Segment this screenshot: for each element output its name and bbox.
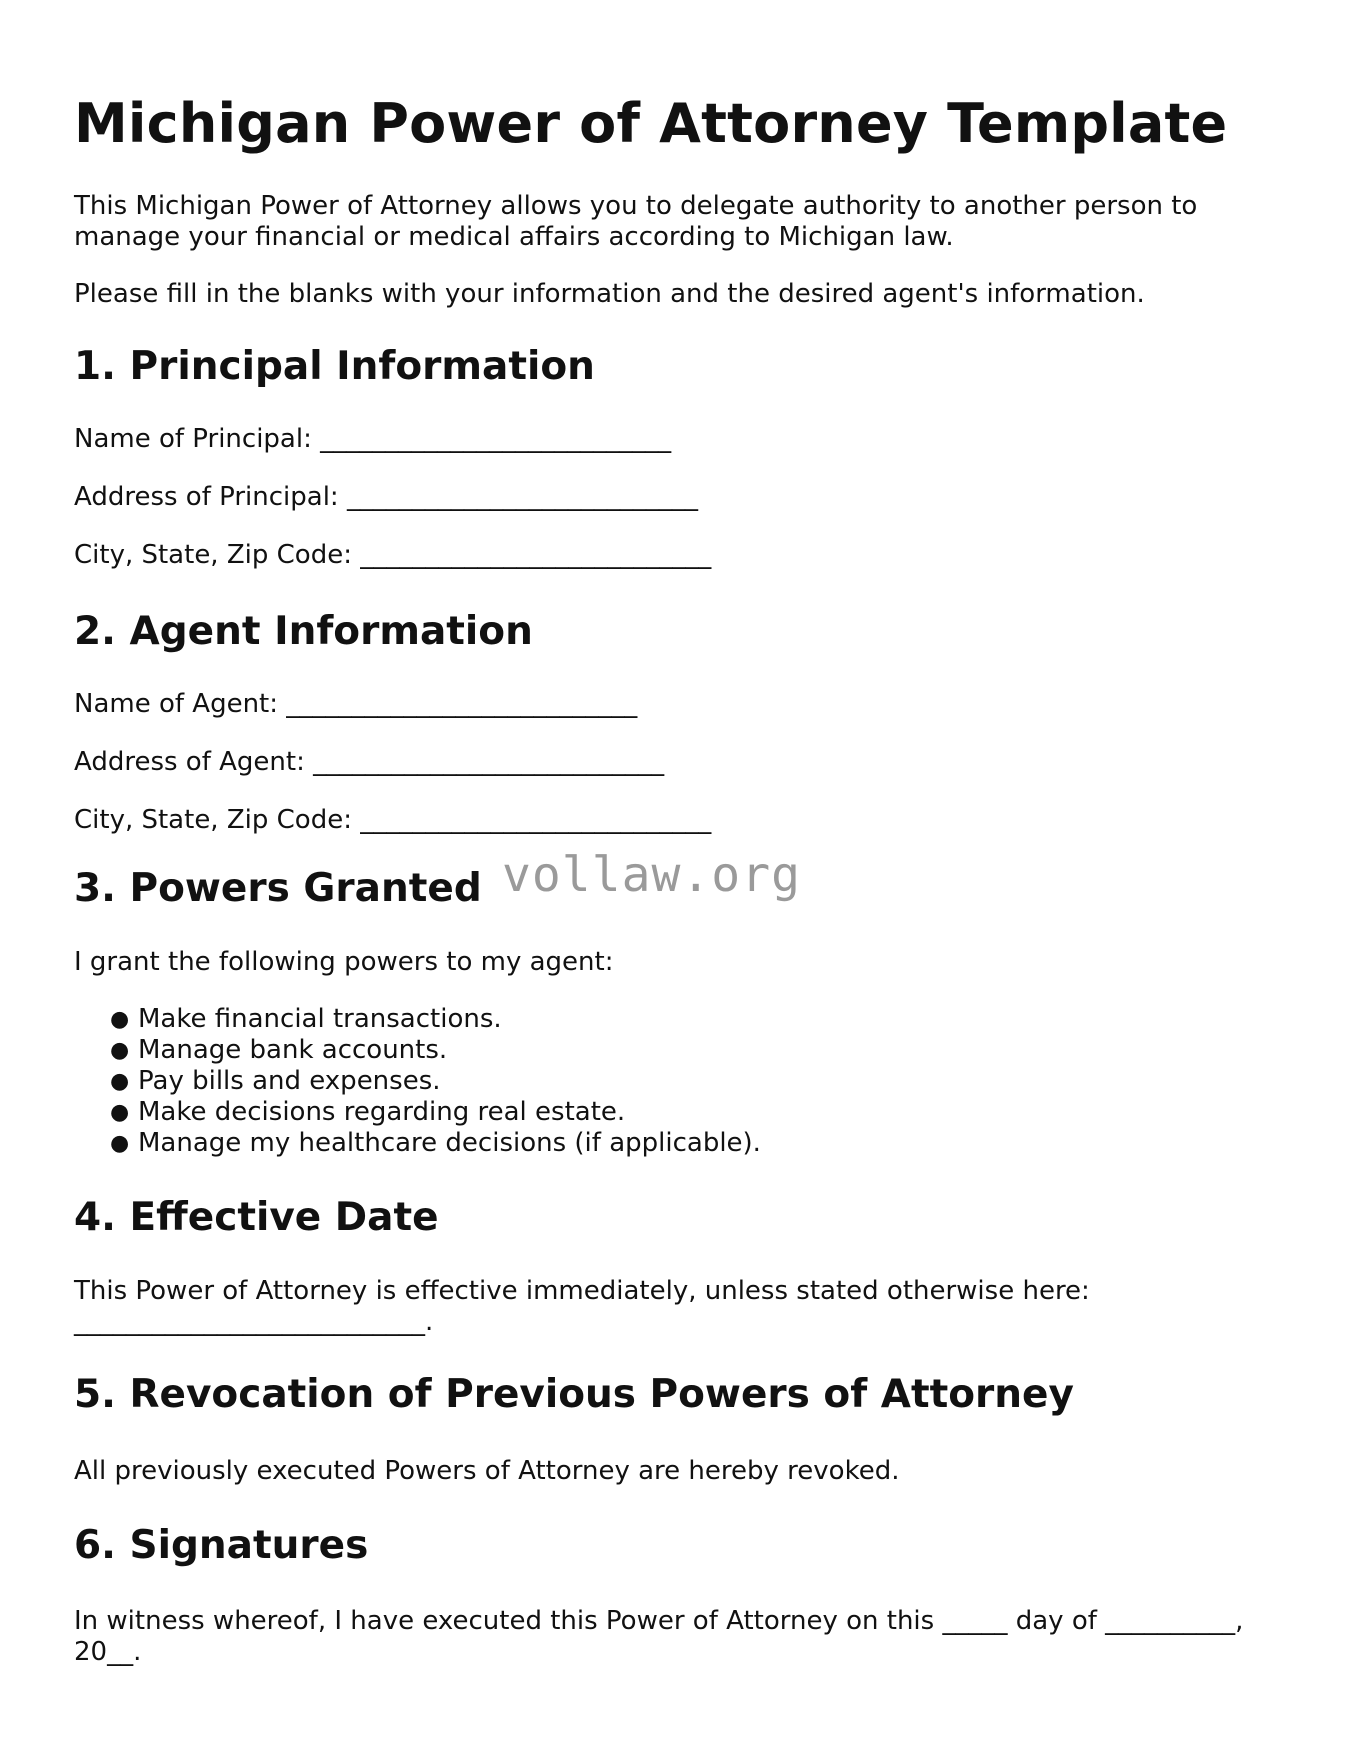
effective-date-text: This Power of Attorney is effective immediately, unless stated otherwise here: ___________________________. <box>74 1276 1090 1337</box>
document-title: Michigan Power of Attorney Template <box>74 92 1228 155</box>
bullet-icon: ● <box>110 1131 130 1156</box>
section-heading-powers: 3. Powers Granted <box>74 866 482 911</box>
revocation-text: All previously executed Powers of Attorney are hereby revoked. <box>74 1456 900 1486</box>
powers-list <box>74 1004 1274 1159</box>
section-heading-revocation: 5. Revocation of Previous Powers of Attorney <box>74 1372 1074 1417</box>
signature-text: In witness whereof, I have executed this Power of Attorney on this _____ day of __________, 20__. <box>74 1606 1244 1667</box>
list-item: ● Manage my healthcare decisions (if applicable). <box>110 1128 761 1158</box>
agent-city-field: City, State, Zip Code: ___________________________ <box>74 805 712 835</box>
agent-name-field: Name of Agent: ___________________________ <box>74 689 638 719</box>
effective-date-blank: ___________________________. <box>74 1307 434 1337</box>
section-heading-principal: 1. Principal Information <box>74 344 595 389</box>
principal-address-field: Address of Principal: ___________________________ <box>74 482 698 512</box>
list-item: ● Manage bank accounts. <box>110 1035 448 1065</box>
principal-city-field: City, State, Zip Code: ___________________________ <box>74 540 712 570</box>
agent-address-field: Address of Agent: ___________________________ <box>74 747 665 777</box>
section-heading-effective-date: 4. Effective Date <box>74 1195 439 1240</box>
instructions-paragraph: Please fill in the blanks with your information and the desired agent's information. <box>74 279 1145 309</box>
watermark: vollaw.org <box>502 847 801 903</box>
document-page <box>74 0 1274 1668</box>
bullet-icon: ● <box>110 1038 130 1063</box>
list-item: ● Pay bills and expenses. <box>110 1066 441 1096</box>
intro-paragraph <box>74 191 1274 253</box>
intro-line-1: This Michigan Power of Attorney allows you to delegate authority to another person to <box>74 191 1198 221</box>
powers-intro: I grant the following powers to my agent: <box>74 947 614 977</box>
list-item: ● Make financial transactions. <box>110 1004 502 1034</box>
bullet-icon: ● <box>110 1069 130 1094</box>
list-item: ● Make decisions regarding real estate. <box>110 1097 626 1127</box>
bullet-icon: ● <box>110 1100 130 1125</box>
principal-name-field: Name of Principal: ___________________________ <box>74 424 672 454</box>
intro-line-2: manage your financial or medical affairs according to Michigan law. <box>74 222 954 252</box>
section-heading-agent: 2. Agent Information <box>74 609 533 654</box>
section-heading-row-powers <box>74 847 1274 913</box>
section-heading-signatures: 6. Signatures <box>74 1523 369 1568</box>
bullet-icon: ● <box>110 1007 130 1032</box>
